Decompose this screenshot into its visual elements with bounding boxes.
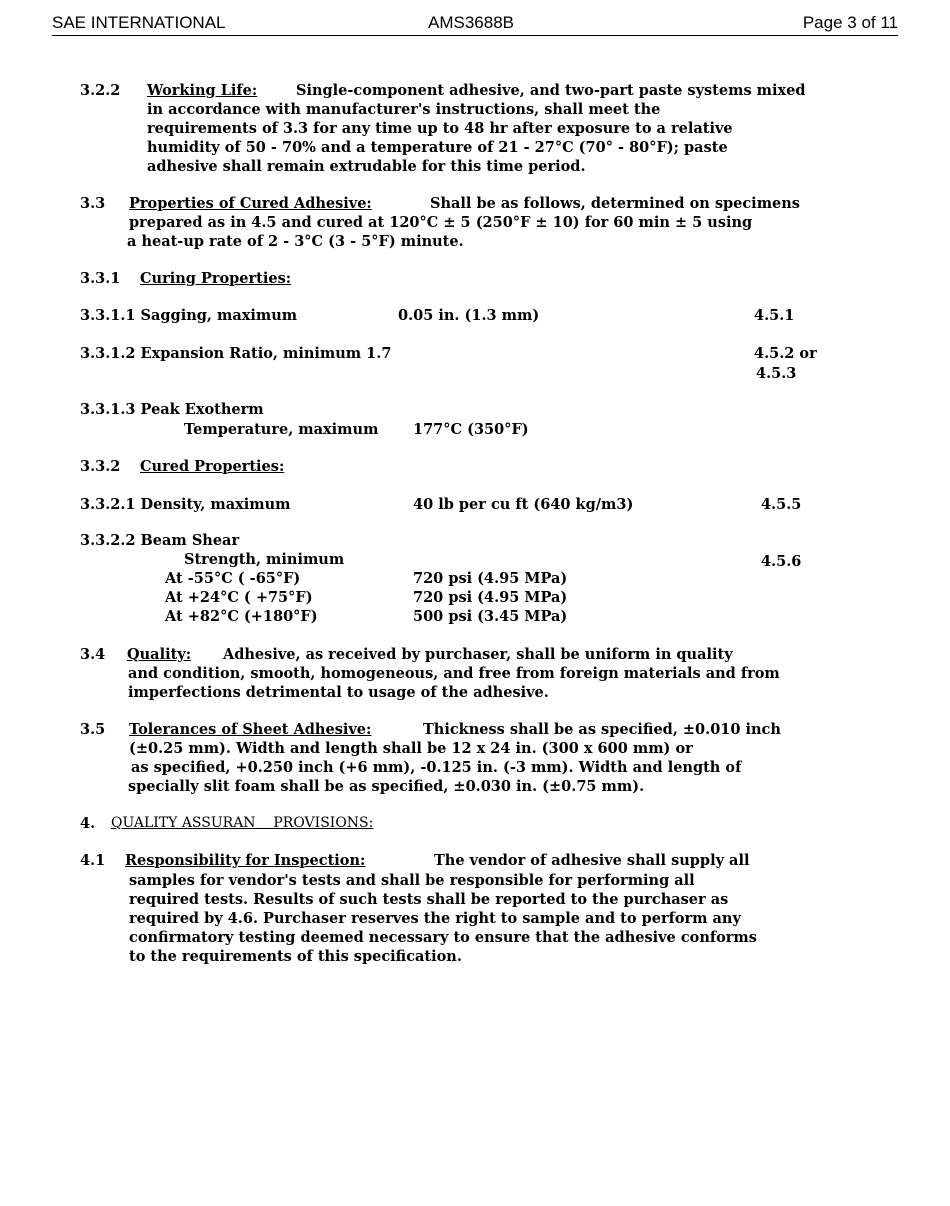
header-organization: SAE INTERNATIONAL xyxy=(52,13,226,32)
paragraph-line: prepared as in 4.5 and cured at 120°C ± 5 (250°F ± 10) for 60 min ± 5 using xyxy=(129,214,753,231)
spec-value: 0.05 in. (1.3 mm) xyxy=(398,307,540,324)
spec-label: 3.3.2.1 Density, maximum xyxy=(80,496,291,513)
paragraph-line: a heat-up rate of 2 - 3°C (3 - 5°F) minute. xyxy=(127,233,464,250)
paragraph-line: as specified, +0.250 inch (+6 mm), -0.125 in. (-3 mm). Width and length of xyxy=(131,759,742,776)
paragraph-line: Single-component adhesive, and two-part paste systems mixed xyxy=(296,82,806,99)
paragraph-line: humidity of 50 - 70% and a temperature of 21 - 27°C (70° - 80°F); paste xyxy=(147,139,728,156)
paragraph-line: and condition, smooth, homogeneous, and free from foreign materials and from xyxy=(128,665,780,682)
section-number: 3.4 xyxy=(80,646,106,663)
section-number: 4.1 xyxy=(80,852,106,869)
section-title: Properties of Cured Adhesive: xyxy=(129,195,372,212)
paragraph-line: adhesive shall remain extrudable for this time period. xyxy=(147,158,586,175)
spec-label: 3.3.1.3 Peak Exotherm xyxy=(80,401,264,418)
test-method: 4.5.5 xyxy=(761,496,802,513)
paragraph-line: (±0.25 mm). Width and length shall be 12 x 24 in. (300 x 600 mm) or xyxy=(129,740,693,757)
spec-sublabel: Temperature, maximum xyxy=(184,421,379,438)
section-number: 3.5 xyxy=(80,721,106,738)
temperature-condition: At -55°C ( -65°F) xyxy=(165,570,301,587)
spec-label: 3.3.1.2 Expansion Ratio, minimum 1.7 xyxy=(80,345,392,362)
test-method: 4.5.3 xyxy=(756,365,797,382)
spec-value: 40 lb per cu ft (640 kg/m3) xyxy=(413,496,634,513)
test-method: 4.5.2 or xyxy=(754,345,817,362)
section-title: Quality: xyxy=(127,646,192,663)
spec-value: 720 psi (4.95 MPa) xyxy=(413,589,568,606)
spec-label: 3.3.1.1 Sagging, maximum xyxy=(80,307,298,324)
spec-value: 177°C (350°F) xyxy=(413,421,529,438)
section-number: 3.3.2 xyxy=(80,458,121,475)
paragraph-line: imperfections detrimental to usage of the adhesive. xyxy=(128,684,549,701)
paragraph-line: The vendor of adhesive shall supply all xyxy=(434,852,750,869)
spec-value: 720 psi (4.95 MPa) xyxy=(413,570,568,587)
paragraph-line: required by 4.6. Purchaser reserves the right to sample and to perform any xyxy=(129,910,741,927)
header-document-id: AMS3688B xyxy=(428,13,514,32)
section-title: Tolerances of Sheet Adhesive: xyxy=(129,721,372,738)
temperature-condition: At +82°C (+180°F) xyxy=(165,608,318,625)
paragraph-line: Shall be as follows, determined on specimens xyxy=(430,195,800,212)
paragraph-line: samples for vendor's tests and shall be responsible for performing all xyxy=(129,872,695,889)
paragraph-line: specially slit foam shall be as specified, ±0.030 in. (±0.75 mm). xyxy=(128,778,645,795)
section-title: Responsibility for Inspection: xyxy=(125,852,366,869)
paragraph-line: requirements of 3.3 for any time up to 48 hr after exposure to a relative xyxy=(147,120,733,137)
paragraph-line: Thickness shall be as specified, ±0.010 inch xyxy=(423,721,781,738)
header-page-number: Page 3 of 11 xyxy=(802,13,898,32)
section-title: Working Life: xyxy=(147,82,258,99)
section-title: Curing Properties: xyxy=(140,270,292,287)
paragraph-line: required tests. Results of such tests shall be reported to the purchaser as xyxy=(129,891,729,908)
section-number: 3.2.2 xyxy=(80,82,121,99)
paragraph-line: to the requirements of this specification. xyxy=(129,948,462,965)
test-method: 4.5.6 xyxy=(761,553,802,570)
page-header xyxy=(52,13,898,36)
section-number: 3.3 xyxy=(80,195,106,212)
section-number: 3.3.1 xyxy=(80,270,121,287)
section-title: QUALITY ASSURAN PROVISIONS: xyxy=(111,815,374,831)
section-title: Cured Properties: xyxy=(140,458,285,475)
spec-label: 3.3.2.2 Beam Shear xyxy=(80,532,240,549)
paragraph-line: Adhesive, as received by purchaser, shall be uniform in quality xyxy=(223,646,733,663)
test-method: 4.5.1 xyxy=(754,307,795,324)
paragraph-line: confirmatory testing deemed necessary to ensure that the adhesive conforms xyxy=(129,929,757,946)
section-number: 4. xyxy=(80,815,96,832)
spec-sublabel: Strength, minimum xyxy=(184,551,345,568)
spec-value: 500 psi (3.45 MPa) xyxy=(413,608,568,625)
temperature-condition: At +24°C ( +75°F) xyxy=(165,589,313,606)
paragraph-line: in accordance with manufacturer's instructions, shall meet the xyxy=(147,101,661,118)
